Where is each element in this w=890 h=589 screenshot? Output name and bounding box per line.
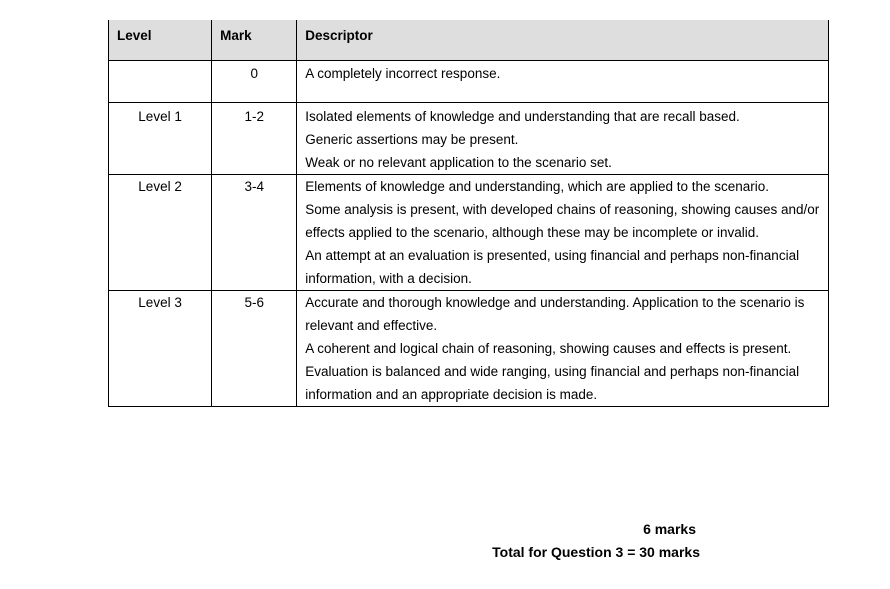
descriptor-cell bbox=[297, 60, 829, 102]
table-row bbox=[109, 60, 829, 102]
header-level: Level bbox=[109, 20, 212, 60]
header-descriptor: Descriptor bbox=[297, 20, 829, 60]
totals-block bbox=[492, 518, 700, 564]
mark-cell: 1-2 bbox=[212, 102, 297, 174]
table-row bbox=[109, 102, 829, 174]
marks-total: 6 marks bbox=[643, 521, 696, 537]
descriptor-cell bbox=[297, 174, 829, 290]
table-header-row bbox=[109, 20, 829, 60]
level-cell: Level 3 bbox=[109, 290, 212, 406]
mark-cell: 3-4 bbox=[212, 174, 297, 290]
table-row bbox=[109, 174, 829, 290]
levels-mark-table bbox=[108, 20, 829, 407]
level-cell: Level 1 bbox=[109, 102, 212, 174]
question-total: Total for Question 3 = 30 marks bbox=[492, 544, 700, 560]
level-cell: Level 2 bbox=[109, 174, 212, 290]
descriptor-cell bbox=[297, 290, 829, 406]
descriptor-line: A completely incorrect response. bbox=[305, 65, 501, 81]
mark-cell: 0 bbox=[212, 60, 297, 102]
descriptor-line: An attempt at an evaluation is presented, using financial and perhaps non-financial information, with a decision. bbox=[305, 247, 800, 286]
level-cell bbox=[109, 60, 212, 102]
descriptor-line: Some analysis is present, with developed chains of reasoning, showing causes and/or effects applied to the scenario, although these may be incomplete or invalid. bbox=[305, 201, 820, 240]
descriptor-line: Elements of knowledge and understanding, which are applied to the scenario. bbox=[305, 178, 770, 194]
table-row bbox=[109, 290, 829, 406]
descriptor-line: Isolated elements of knowledge and understanding that are recall based. bbox=[305, 108, 740, 124]
descriptor-line: Weak or no relevant application to the scenario set. bbox=[305, 154, 612, 170]
descriptor-line: A coherent and logical chain of reasoning, showing causes and effects is present. bbox=[305, 340, 792, 356]
descriptor-line: Generic assertions may be present. bbox=[305, 131, 519, 147]
descriptor-cell bbox=[297, 102, 829, 174]
header-mark: Mark bbox=[212, 20, 297, 60]
mark-cell: 5-6 bbox=[212, 290, 297, 406]
descriptor-line: Accurate and thorough knowledge and understanding. Application to the scenario is relevant and effective. bbox=[305, 294, 805, 333]
descriptor-line: Evaluation is balanced and wide ranging, using financial and perhaps non-financial information and an appropriate decision is made. bbox=[305, 363, 800, 402]
